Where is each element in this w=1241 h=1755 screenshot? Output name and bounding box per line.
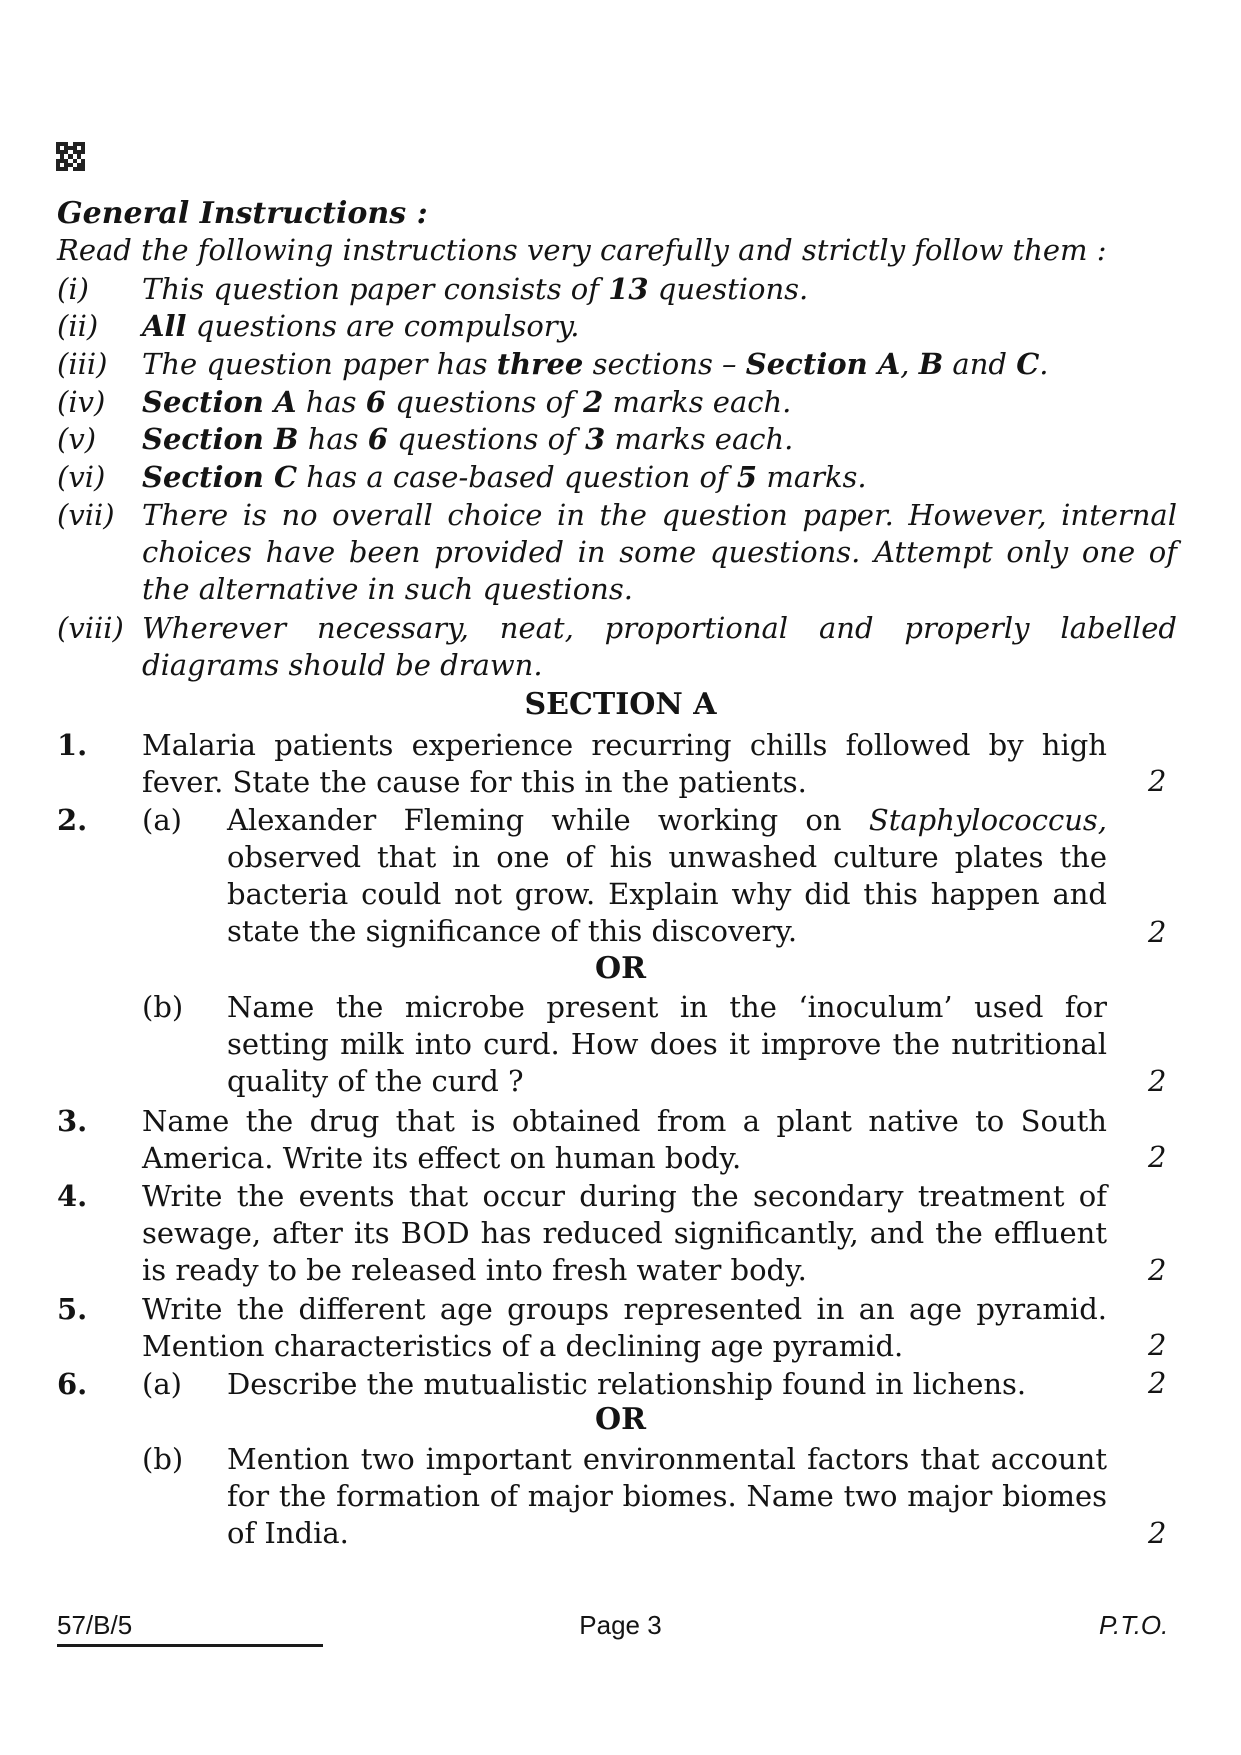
- question-marks: 2: [1148, 915, 1167, 949]
- instruction-number: (vi): [57, 460, 106, 494]
- question-text: Write the different age groups represented in an age pyramid. Mention characteristics of a declining age pyramid.: [142, 1292, 1107, 1363]
- option-text: Describe the mutualistic relationship found in lichens.: [227, 1367, 1027, 1401]
- instruction-text: There is no overall choice in the question paper. However, internal choices have been provided in some questions. Attempt only one of the alternative in such questions.: [142, 498, 1177, 606]
- instruction-number: (iv): [57, 385, 106, 419]
- instruction-number: (viii): [57, 611, 124, 645]
- question-marks: 2: [1148, 1253, 1167, 1287]
- option-label: (a): [142, 1367, 182, 1401]
- instruction-text: The question paper has three sections – Section A, B and C.: [142, 347, 1049, 381]
- instruction-number: (iii): [57, 347, 108, 381]
- question-text: Name the drug that is obtained from a plant native to South America. Write its effect on human body.: [142, 1104, 1107, 1175]
- instruction-text: This question paper consists of 13 questions.: [142, 272, 809, 306]
- instruction-text: All questions are compulsory.: [142, 309, 580, 343]
- section-title: SECTION A: [524, 687, 717, 722]
- option-text: Name the microbe present in the ‘inoculum’ used for setting milk into curd. How does it improve the nutritional quality of the curd ?: [227, 990, 1107, 1098]
- pto-label: P.T.O.: [1099, 1610, 1169, 1640]
- instruction-text: Section C has a case-based question of 5 marks.: [142, 460, 867, 494]
- instruction-text: Wherever necessary, neat, proportional and properly labelled diagrams should be drawn.: [142, 611, 1177, 682]
- option-text: Alexander Fleming while working on Staphylococcus, observed that in one of his unwashed culture plates the bacteria could not grow. Explain why did this happen and state the significance of this discovery.: [227, 803, 1107, 948]
- question-marks: 2: [1148, 764, 1167, 798]
- option-label: (a): [142, 803, 182, 837]
- question-number: 5.: [57, 1292, 88, 1326]
- paper-code: 57/B/5: [57, 1610, 133, 1640]
- question-number: 1.: [57, 728, 88, 762]
- question-number: 2.: [57, 803, 88, 837]
- footer-divider: [57, 1644, 323, 1647]
- instruction-text: Section A has 6 questions of 2 marks each.: [142, 385, 792, 419]
- page-number: Page 3: [579, 1610, 662, 1640]
- qr-code-icon: [56, 142, 85, 171]
- option-label: (b): [142, 990, 184, 1024]
- question-number: 3.: [57, 1104, 88, 1138]
- instruction-text: Section B has 6 questions of 3 marks each.: [142, 422, 794, 456]
- or-divider: OR: [594, 951, 647, 986]
- question-marks: 2: [1148, 1064, 1167, 1098]
- question-number: 4.: [57, 1179, 88, 1213]
- question-marks: 2: [1148, 1140, 1167, 1174]
- instruction-number: (ii): [57, 309, 99, 343]
- question-marks: 2: [1148, 1328, 1167, 1362]
- question-number: 6.: [57, 1367, 88, 1401]
- option-label: (b): [142, 1442, 184, 1476]
- instruction-number: (v): [57, 422, 97, 456]
- question-marks: 2: [1148, 1366, 1167, 1400]
- or-divider: OR: [594, 1402, 647, 1437]
- instruction-number: (vii): [57, 498, 115, 532]
- instructions-title: General Instructions :: [57, 196, 428, 231]
- option-text: Mention two important environmental factors that account for the formation of major biomes. Name two major biomes of India.: [227, 1442, 1107, 1550]
- instructions-intro: Read the following instructions very carefully and strictly follow them :: [57, 233, 1107, 267]
- question-marks: 2: [1148, 1516, 1167, 1550]
- question-text: Malaria patients experience recurring chills followed by high fever. State the cause for this in the patients.: [142, 728, 1107, 799]
- question-text: Write the events that occur during the secondary treatment of sewage, after its BOD has reduced significantly, and the effluent is ready to be released into fresh water body.: [142, 1179, 1107, 1287]
- instruction-number: (i): [57, 272, 89, 306]
